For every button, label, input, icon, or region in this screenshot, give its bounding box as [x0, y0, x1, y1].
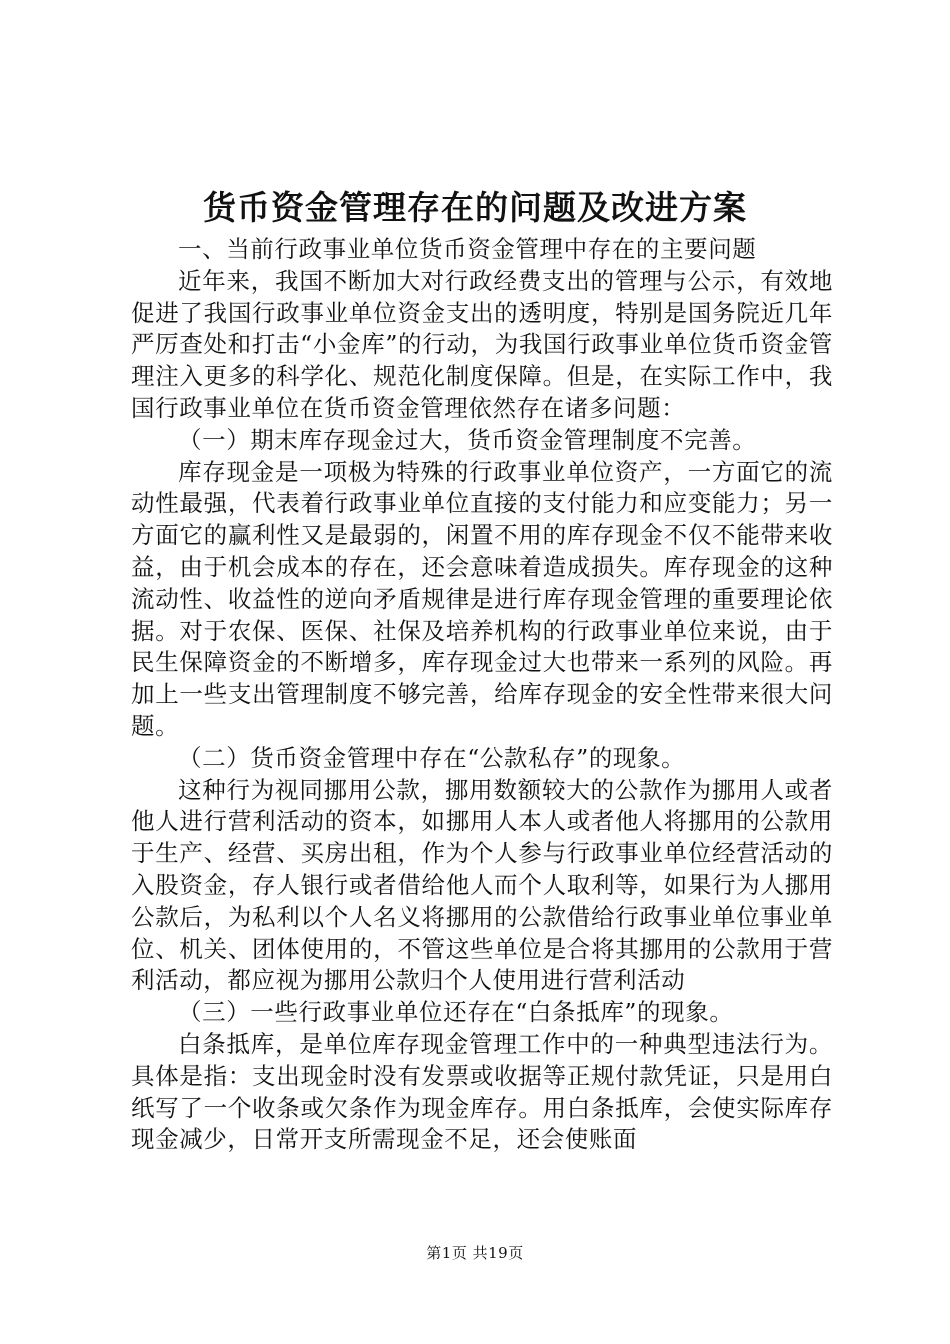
subsection-heading: （三）一些行政事业单位还存在“白条抵库”的现象。 — [178, 998, 734, 1027]
page-number-footer: 第1页 共19页 — [426, 1244, 524, 1262]
document-body — [131, 234, 833, 1156]
section-heading: 一、当前行政事业单位货币资金管理中存在的主要问题 — [178, 235, 757, 263]
body-paragraph: 白条抵库，是单位库存现金管理工作中的一种典型违法行为。具体是指：支出现金时没有发票或收据等正规付款凭证，只是用白纸写了一个收条或欠条作为现金库存。用白条抵库，会使实际库存现金减少，日常开支所需现金不足，还会使账面 — [131, 1029, 833, 1154]
body-paragraph: 这种行为视同挪用公款，挪用数额较大的公款作为挪用人或者他人进行营利活动的资本，如挪用人本人或者他人将挪用的公款用于生产、经营、买房出租，作为个人参与行政事业单位经营活动的入股资金，存人银行或者借给他人而个人取利等，如果行为人挪用公款后，为私利以个人名义将挪用的公款借给行政事业单位事业单位、机关、团体使用的，不管这些单位是合将其挪用的公款用于营利活动，都应视为挪用公款归个人使用进行营利活动 — [131, 775, 833, 995]
subsection-heading: （二）货币资金管理中存在“公款私存”的现象。 — [178, 743, 686, 772]
subsection-heading: （一）期末库存现金过大，货币资金管理制度不完善。 — [178, 425, 757, 454]
document-title: 货币资金管理存在的问题及改进方案 — [203, 188, 747, 227]
body-paragraph: 近年来，我国不断加大对行政经费支出的管理与公示，有效地促进了我国行政事业单位资金支出的透明度，特别是国务院近几年严厉查处和打击“小金库”的行动，为我国行政事业单位货币资金管理注入更多的科学化、规范化制度保障。但是，在实际工作中，我国行政事业单位在货币资金管理依然存在诸多问题： — [131, 266, 833, 422]
body-paragraph: 库存现金是一项极为特殊的行政事业单位资产，一方面它的流动性最强，代表着行政事业单位直接的支付能力和应变能力；另一方面它的赢利性又是最弱的，闲置不用的库存现金不仅不能带来收益，由于机会成本的存在，还会意味着造成损失。库存现金的这种流动性、收益性的逆向矛盾规律是进行库存现金管理的重要理论依据。对于农保、医保、社保及培养机构的行政事业单位来说，由于民生保障资金的不断增多，库存现金过大也带来一系列的风险。再加上一些支出管理制度不够完善，给库存现金的安全性带来很大问题。 — [131, 457, 833, 740]
